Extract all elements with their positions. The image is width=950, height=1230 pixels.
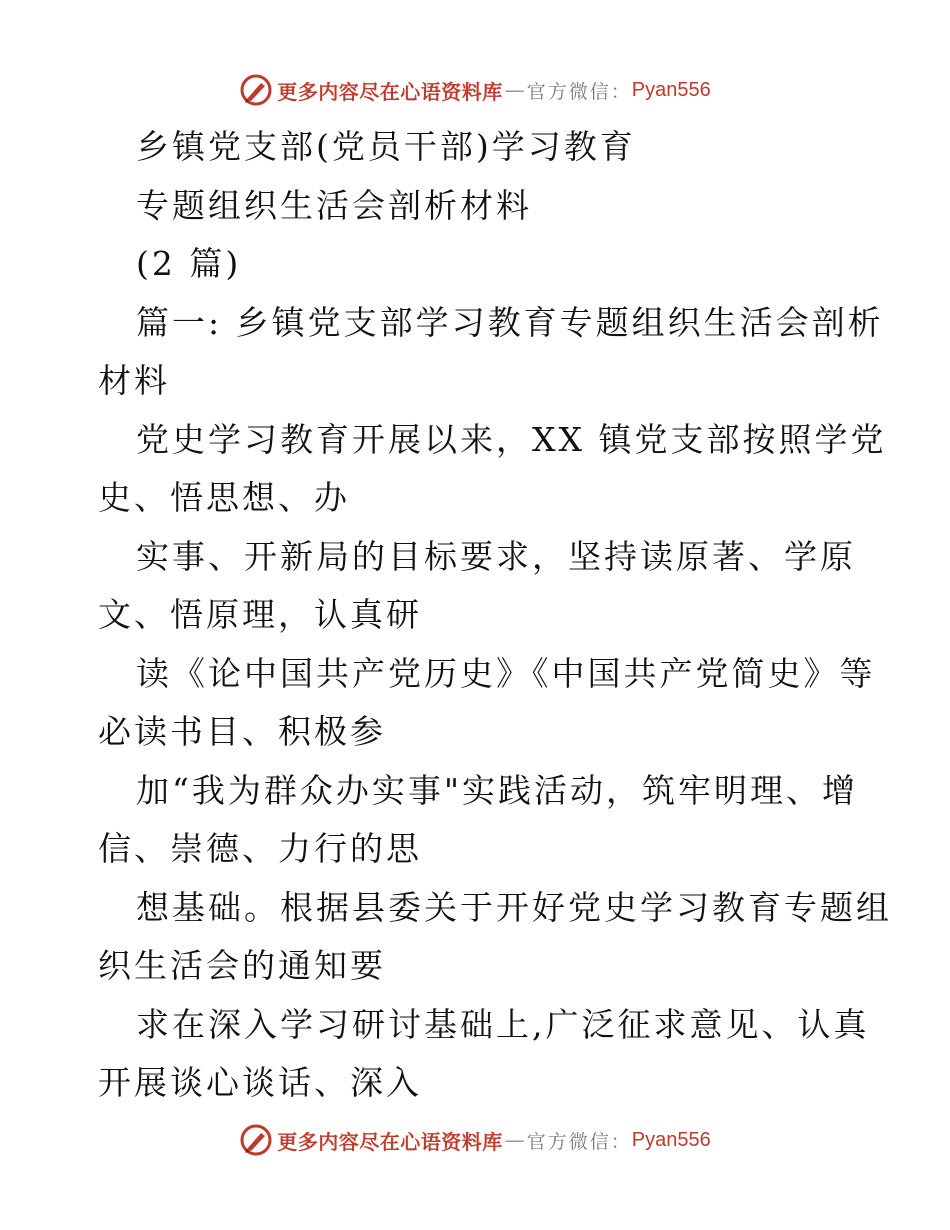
- pen-logo-icon: [239, 73, 273, 107]
- text-line: 开展谈心谈话、深入: [98, 1063, 422, 1102]
- text-line: 乡镇党支部(党员干部)学习教育: [136, 127, 636, 166]
- text-line: 求在深入学习研讨基础上,广泛征求意见、认真: [136, 1004, 870, 1044]
- text-line: 读《论中国共产党历史》《中国共产党简史》等: [136, 653, 876, 693]
- text-line: 文、悟原理，认真研: [98, 595, 422, 634]
- text-line: 实事、开新局的目标要求，坚持读原著、学原: [136, 536, 856, 576]
- wechat-id: Pyan556: [631, 1128, 711, 1151]
- wechat-id: Pyan556: [631, 78, 711, 101]
- pen-logo-icon: [239, 1123, 273, 1157]
- document-body: [98, 118, 892, 1113]
- text-line: 信、崇德、力行的思: [98, 829, 422, 868]
- separator: —: [504, 1128, 525, 1152]
- text-line: 想基础。根据县委关于开好党史学习教育专题组: [136, 887, 892, 927]
- wechat-label: 官方微信：: [526, 1130, 632, 1153]
- text-line: 加“我为群众办实事"实践活动，筑牢明理、增: [136, 770, 859, 810]
- brand-text: 更多内容尽在心语资料库: [277, 79, 503, 104]
- brand-text: 更多内容尽在心语资料库: [277, 1129, 503, 1154]
- text-line: 党史学习教育开展以来，XX 镇党支部按照学党: [136, 419, 887, 459]
- header-watermark: [0, 70, 950, 110]
- text-line: 篇一: 乡镇党支部学习教育专题组织生活会剖析: [136, 302, 884, 342]
- text-line: 史、悟思想、办: [98, 478, 350, 517]
- text-line: 材料: [98, 361, 170, 400]
- text-line: 必读书目、积极参: [98, 712, 386, 751]
- wechat-label: 官方微信：: [526, 80, 632, 103]
- text-line: 专题组织生活会剖析材料: [136, 185, 532, 225]
- footer-watermark: [0, 1120, 950, 1160]
- separator: —: [504, 78, 525, 102]
- text-line: 织生活会的通知要: [98, 946, 386, 985]
- text-line: (2 篇): [136, 244, 242, 283]
